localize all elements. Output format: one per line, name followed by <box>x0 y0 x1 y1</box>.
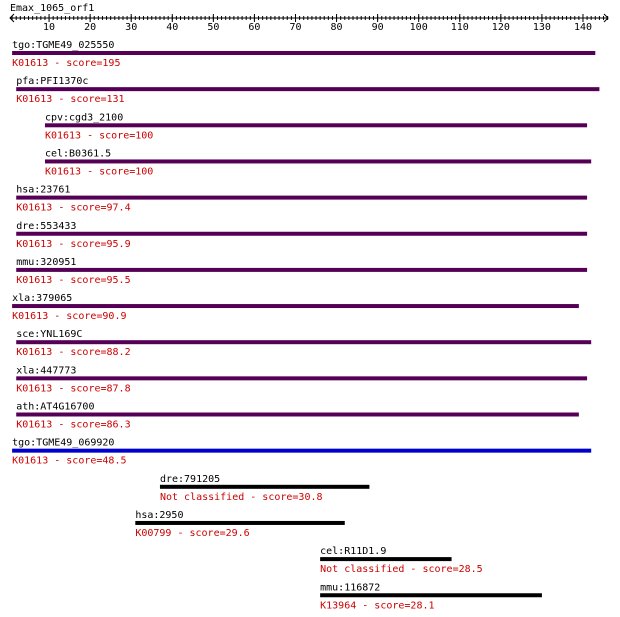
hit-row[interactable] <box>320 582 542 611</box>
hit-list <box>12 40 599 611</box>
hit-row[interactable] <box>12 438 591 467</box>
ruler-tick-label: 110 <box>450 22 469 33</box>
hit-annotation[interactable]: K01613 - score=86.3 <box>16 419 131 431</box>
ruler-tick-label: 140 <box>573 22 593 33</box>
ruler-tick-label: 80 <box>330 22 343 33</box>
hit-name[interactable]: cel:B0361.5 <box>44 148 112 160</box>
ruler-tick-label: 90 <box>371 22 384 33</box>
ruler-tick-label: 30 <box>125 22 138 33</box>
hit-bar[interactable] <box>16 268 587 272</box>
hit-bar[interactable] <box>16 340 591 344</box>
hit-row[interactable] <box>160 474 369 503</box>
hit-annotation[interactable]: K13964 - score=28.1 <box>320 600 435 612</box>
hit-name[interactable]: mmu:320951 <box>16 256 77 268</box>
hit-annotation[interactable]: K01613 - score=97.4 <box>16 202 131 214</box>
hit-row[interactable] <box>12 293 579 322</box>
hit-name[interactable]: tgo:TGME49_025550 <box>12 40 115 51</box>
hit-bar[interactable] <box>16 232 587 236</box>
hit-row[interactable] <box>320 546 483 575</box>
hit-bar[interactable] <box>12 51 595 55</box>
hit-row[interactable] <box>45 112 587 141</box>
hit-name[interactable]: dre:553433 <box>16 220 77 232</box>
hit-bar[interactable] <box>16 87 599 91</box>
ruler-tick-label: 100 <box>409 22 428 33</box>
hit-annotation[interactable]: K01613 - score=131 <box>16 94 125 106</box>
hit-name[interactable]: hsa:23761 <box>16 184 71 196</box>
hit-name[interactable]: dre:791205 <box>159 473 221 485</box>
query-title: Emax_1065_orf1 <box>10 3 95 14</box>
ruler-tick-label: 40 <box>166 22 179 33</box>
position-ruler <box>10 14 608 33</box>
hit-bar[interactable] <box>135 521 344 525</box>
ruler-tick-label: 130 <box>532 22 551 33</box>
hit-bar[interactable] <box>45 123 587 127</box>
hit-annotation[interactable]: K01613 - score=90.9 <box>12 311 127 323</box>
hit-annotation[interactable]: K00799 - score=29.6 <box>135 527 250 539</box>
hit-row[interactable] <box>16 365 587 394</box>
hit-name[interactable]: pfa:PFI1370c <box>16 76 89 88</box>
hit-row[interactable] <box>16 402 579 431</box>
hit-name[interactable]: xla:447773 <box>16 365 77 377</box>
hit-annotation[interactable]: K01613 - score=48.5 <box>12 455 127 467</box>
hit-bar[interactable] <box>160 485 369 489</box>
hit-name[interactable]: mmu:116872 <box>320 582 381 594</box>
hit-annotation[interactable]: Not classified - score=28.5 <box>320 564 483 576</box>
ruler-tick-label: 70 <box>289 22 302 33</box>
hit-name[interactable]: tgo:TGME49_069920 <box>12 437 115 449</box>
hit-row[interactable] <box>12 40 595 69</box>
ruler-tick-label: 120 <box>491 22 510 33</box>
hit-bar[interactable] <box>12 304 579 308</box>
hit-bar[interactable] <box>16 196 587 200</box>
ruler-tick-label: 60 <box>248 22 261 33</box>
hit-name[interactable]: cpv:cgd3_2100 <box>44 112 124 124</box>
hit-row[interactable] <box>16 329 591 358</box>
hit-annotation[interactable]: K01613 - score=100 <box>44 166 154 178</box>
hit-row[interactable] <box>16 221 587 250</box>
hit-row[interactable] <box>45 148 591 177</box>
hit-row[interactable] <box>16 185 587 214</box>
hit-annotation[interactable]: K01613 - score=195 <box>12 58 121 69</box>
hit-annotation[interactable]: K01613 - score=87.8 <box>16 383 131 395</box>
hit-annotation[interactable]: K01613 - score=95.5 <box>16 274 131 286</box>
hit-name[interactable]: cel:R11D1.9 <box>320 546 387 558</box>
hit-bar[interactable] <box>45 159 591 163</box>
hit-name[interactable]: ath:AT4G16700 <box>16 401 95 413</box>
hit-annotation[interactable]: K01613 - score=88.2 <box>16 347 131 359</box>
hit-bar[interactable] <box>320 593 542 597</box>
hit-bar[interactable] <box>320 557 451 561</box>
hit-row[interactable] <box>16 76 599 105</box>
hit-row[interactable] <box>135 510 344 539</box>
ruler-tick-label: 10 <box>43 22 56 33</box>
hit-row[interactable] <box>16 257 587 286</box>
hit-name[interactable]: xla:379065 <box>12 293 73 305</box>
hit-annotation[interactable]: K01613 - score=95.9 <box>16 238 131 250</box>
hit-name[interactable]: sce:YNL169C <box>16 329 83 341</box>
ruler-tick-label: 20 <box>84 22 97 33</box>
ruler-tick-label: 50 <box>207 22 220 33</box>
hit-name[interactable]: hsa:2950 <box>135 509 184 521</box>
hit-bar[interactable] <box>16 413 579 417</box>
hit-annotation[interactable]: K01613 - score=100 <box>44 130 154 142</box>
hit-bar[interactable] <box>16 376 587 380</box>
hit-annotation[interactable]: Not classified - score=30.8 <box>159 491 323 503</box>
hit-bar[interactable] <box>12 449 591 453</box>
